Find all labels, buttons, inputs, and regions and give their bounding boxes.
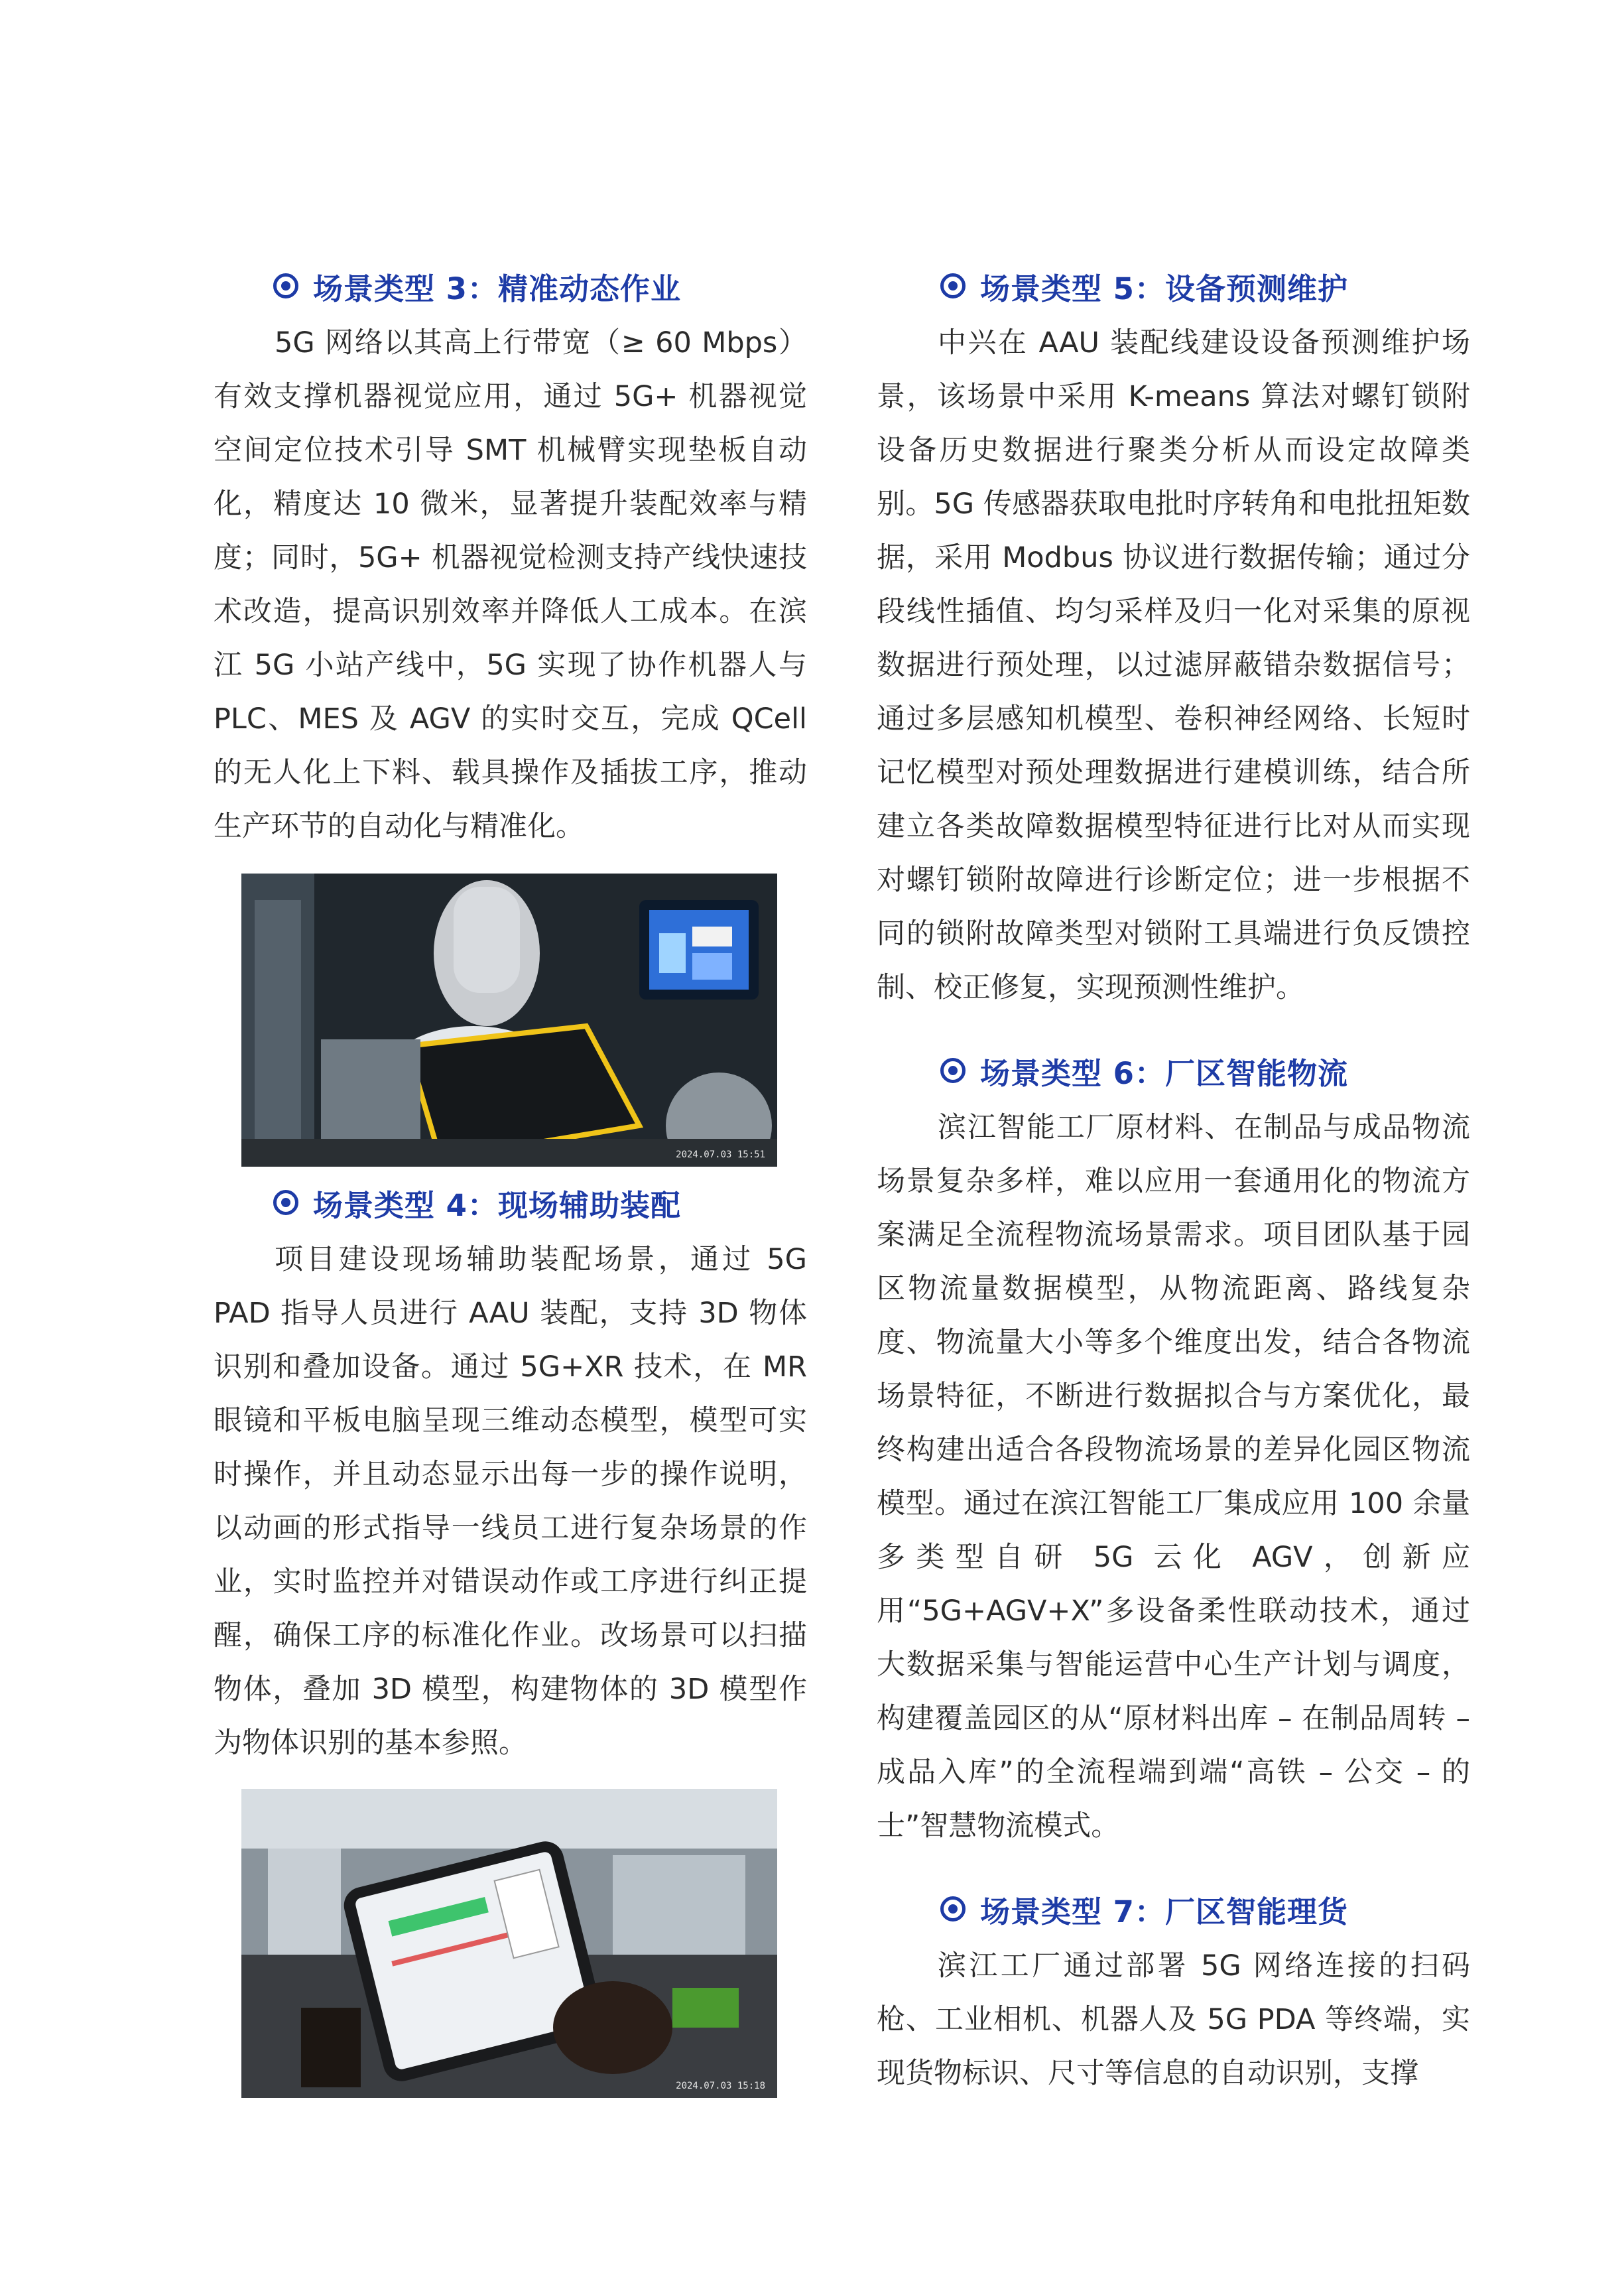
radio-bullet-icon xyxy=(273,1190,298,1215)
radio-bullet-icon xyxy=(940,273,966,298)
section-title: 场景类型 3：精准动态作业 xyxy=(313,271,681,306)
section-heading-3 xyxy=(214,262,807,310)
section-title: 场景类型 6：厂区智能物流 xyxy=(980,1055,1348,1091)
robot-arm-illustration xyxy=(241,874,777,1167)
radio-bullet-icon xyxy=(940,1896,966,1921)
radio-bullet-icon xyxy=(273,273,298,298)
section-body-6: 滨江智能工厂原材料、在制品与成品物流场景复杂多样，难以应用一套通用化的物流方案满足全流程物流场景需求。项目团队基于园区物流量数据模型，从物流距离、路线复杂度、物流量大小等多个维度出发，结合各物流场景特征，不断进行数据拟合与方案优化，最终构建出适合各段物流场景的差异化园区物流模型。通过在滨江智能工厂集成应用 100 余量多类型自研 5G 云化 AGV，创新应用“5G+AGV+X”多设备柔性联动技术，通过大数据采集与智能运营中心生产计划与调度，构建覆盖园区的从“原材料出库 – 在制品周转 – 成品入库”的全流程端到端“高铁 – 公交 – 的士”智慧物流模式。 xyxy=(877,1111,1470,1843)
tablet-illustration xyxy=(241,1789,777,2098)
section-body-7: 滨江工厂通过部署 5G 网络连接的扫码枪、工业相机、机器人及 5G PDA 等终端，实现货物标识、尺寸等信息的自动识别，支撑 xyxy=(877,1949,1470,2090)
left-column xyxy=(214,262,807,2098)
section-title: 场景类型 4：现场辅助装配 xyxy=(313,1187,681,1223)
tablet-assembly-photo xyxy=(241,1789,777,2098)
section-heading-5 xyxy=(877,262,1470,310)
section-heading-4 xyxy=(214,1179,807,1226)
section-heading-7 xyxy=(877,1885,1470,1933)
photo-timestamp: 2024.07.03 15:18 xyxy=(676,2081,765,2091)
section-body-4: 项目建设现场辅助装配场景，通过 5G PAD 指导人员进行 AAU 装配，支持 3D 物体识别和叠加设备。通过 5G+XR 技术，在 MR 眼镜和平板电脑呈现三维动态模型，模型可实时操作，并且动态显示出每一步的操作说明，以动画的形式指导一线员工进行复杂场景的作业，实时监控并对错误动作或工序进行纠正提醒，确保工序的标准化作业。改场景可以扫描物体，叠加 3D 模型，构建物体的 3D 模型作为物体识别的基本参照。 xyxy=(214,1243,807,1760)
photo-timestamp: 2024.07.03 15:51 xyxy=(676,1149,765,1160)
robot-arm-photo xyxy=(241,874,777,1167)
section-title: 场景类型 7：厂区智能理货 xyxy=(980,1894,1348,1929)
right-column xyxy=(877,262,1470,2101)
section-title: 场景类型 5：设备预测维护 xyxy=(980,271,1348,306)
radio-bullet-icon xyxy=(940,1058,966,1083)
section-body-3: 5G 网络以其高上行带宽（≥ 60 Mbps）有效支撑机器视觉应用，通过 5G+ 机器视觉空间定位技术引导 SMT 机械臂实现垫板自动化，精度达 10 微米，显著提升装配效率与精度；同时，5G+ 机器视觉检测支持产线快速技术改造，提高识别效率并降低人工成本。在滨江 5G 小站产线中，5G 实现了协作机器人与 PLC、MES 及 AGV 的实时交互，完成 QCell 的无人化上下料、载具操作及插拔工序，推动生产环节的自动化与精准化。 xyxy=(214,326,807,843)
section-heading-6 xyxy=(877,1047,1470,1094)
section-body-5: 中兴在 AAU 装配线建设设备预测维护场景，该场景中采用 K-means 算法对螺钉锁附设备历史数据进行聚类分析从而设定故障类别。5G 传感器获取电批时序转角和电批扭矩数据，采用 Modbus 协议进行数据传输；通过分段线性插值、均匀采样及归一化对采集的原视数据进行预处理，以过滤屏蔽错杂数据信号；通过多层感知机模型、卷积神经网络、长短时记忆模型对预处理数据进行建模训练，结合所建立各类故障数据模型特征进行比对从而实现对螺钉锁附故障进行诊断定位；进一步根据不同的锁附故障类型对锁附工具端进行负反馈控制、校正修复，实现预测性维护。 xyxy=(877,326,1470,1004)
